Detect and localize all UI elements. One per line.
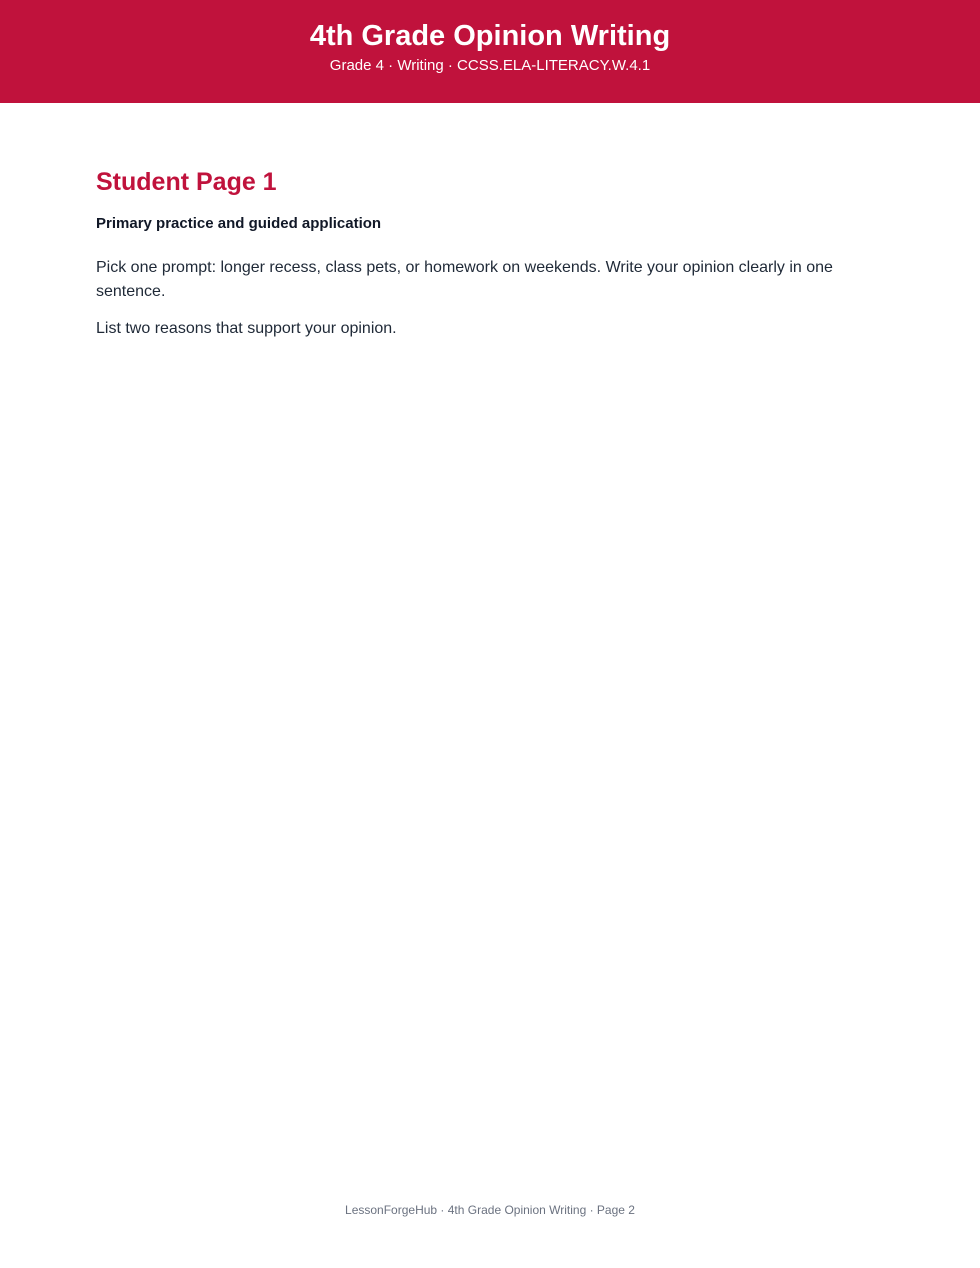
page-footer: LessonForgeHub · 4th Grade Opinion Writing · Page 2 (345, 1203, 635, 1217)
instruction-paragraph: List two reasons that support your opinion. (96, 320, 397, 337)
instruction-paragraph: Pick one prompt: longer recess, class pets, or homework on weekends. Write your opinion clearly in one sentence. (96, 259, 833, 300)
document-title: 4th Grade Opinion Writing (309, 20, 671, 52)
page-header (0, 0, 980, 103)
section-title: Student Page 1 (96, 168, 277, 196)
section-subtitle: Primary practice and guided application (96, 215, 382, 232)
document-subtitle: Grade 4 · Writing · CCSS.ELA-LITERACY.W.4.1 (329, 57, 651, 74)
